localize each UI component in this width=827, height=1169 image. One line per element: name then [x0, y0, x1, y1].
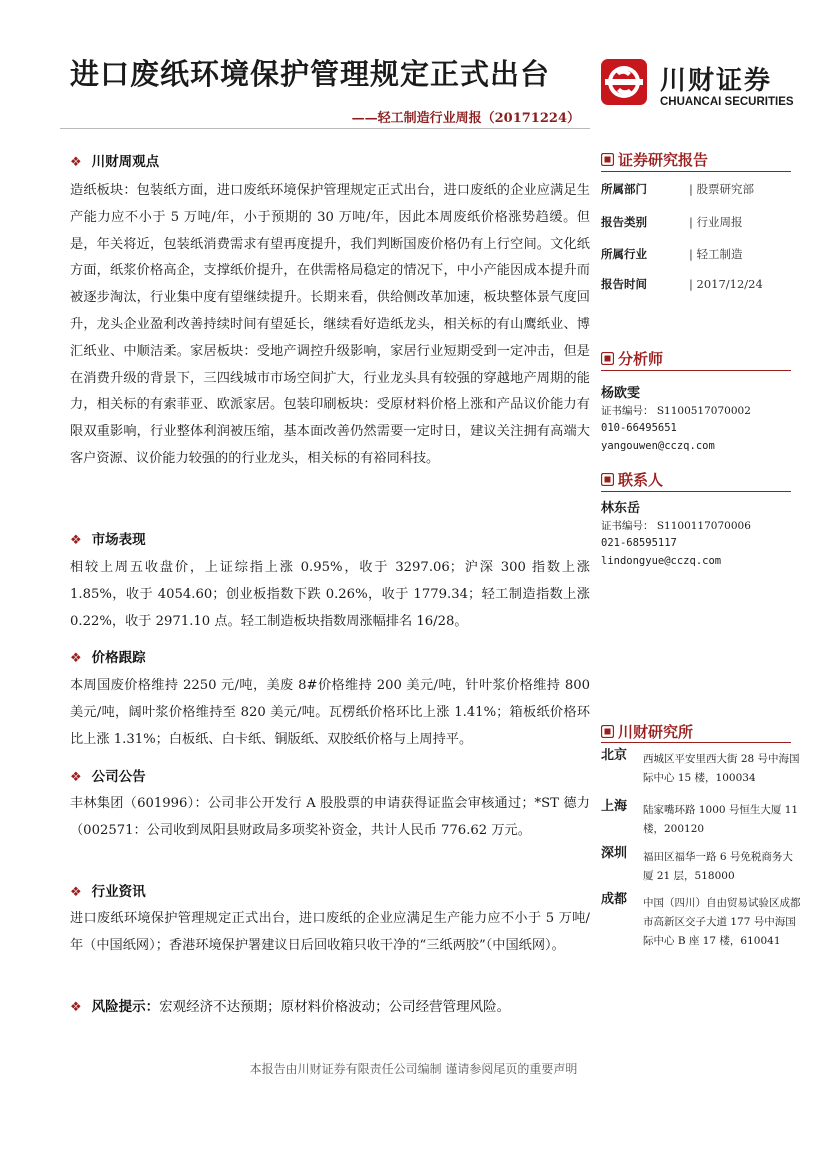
office-city-beijing: 北京: [601, 748, 628, 763]
analyst-phone: 010-66495651: [601, 422, 677, 434]
institute-heading: 川财研究所: [601, 721, 693, 742]
contact-phone: 021-68595117: [601, 537, 677, 549]
section-body-price-tracking: 本周国废价格维持 2250 元/吨，美废 8#价格维持 200 美元/吨，针叶浆价格维持 800 美元/吨，阔叶浆价格维持至 820 美元/吨。瓦楞纸价格环比上涨 1.41%；箱板纸价格环比上涨 1.31%；白板纸、白卡纸、铜版纸、双胶纸价格与上周持平。: [70, 678, 590, 747]
section-body-weekly-view: 造纸板块：包装纸方面，进口废纸环境保护管理规定正式出台，进口废纸的企业应满足生产能力应不小于 5 万吨/年，小于预期的 30 万吨/年，因此本周废纸价格涨势趋缓。但是，年关将近，包装纸消费需求有望再度提升，我们判断国废价格仍有上行空间。文化纸方面，纸浆价格高企，支撑纸价提升，在供需格局稳定的情况下，中小产能因成本提升而被逐步淘汰，行业集中度有望继续提升。长期来看，供给侧改革加速，板块整体景气度回升，龙头企业盈利改善持续时间有望延长，继续看好造纸龙头，相关标的有山鹰纸业、博汇纸业、中顺洁柔。家居板块：受地产调控升级影响，家居行业短期受到一定冲击，但是在消费升级的背景下，三四线城市市场空间扩大，行业龙头具有较强的穿越地产周期的能力，相关标的有索菲亚、欧派家居。包装印刷板块：受原材料价格上涨和产品议价能力有限双重影响，行业整体利润被压缩，基本面改善仍然需要一定时日，建议关注拥有高端大客户资源、议价能力较强的的行业龙头，相关标的有裕同科技。: [70, 183, 590, 466]
contact-card: [601, 500, 751, 570]
institute-icon: [601, 725, 614, 738]
diamond-bullet-icon: ❖: [70, 651, 82, 666]
meta-report-date: 报告时间 | 2017/12/24: [601, 277, 763, 291]
report-icon: [601, 153, 614, 166]
analyst-heading: 分析师: [601, 348, 663, 369]
section-body-industry-news: 进口废纸环境保护管理规定正式出台，进口废纸的企业应满足生产能力应不小于 5 万吨/年（中国纸网）；香港环境保护署建议日后回收箱只收干净的“三纸两胶”（中国纸网）。: [70, 911, 590, 953]
office-address-chengdu: 中国（四川）自由贸易试验区成都市高新区交子大道 177 号中海国际中心 B 座 17 楼，610041: [643, 897, 801, 947]
office-address-beijing: 西城区平安里西大街 28 号中海国际中心 15 楼，100034: [643, 753, 800, 784]
report-title: 进口废纸环境保护管理规定正式出台: [70, 57, 551, 91]
section-body-company-notices: 丰林集团（601996）：公司非公开发行 A 股股票的申请获得证监会审核通过；*ST 德力（002571：公司收到凤阳县财政局多项奖补资金，共计人民币 776.62 万元。: [70, 796, 590, 838]
office-city-shanghai: 上海: [601, 799, 628, 814]
logo-chinese-name: 川财证券: [660, 66, 773, 96]
office-address-shanghai: 陆家嘴环路 1000 号恒生大厦 11 楼，200120: [643, 804, 799, 835]
page-footer-disclaimer: 本报告由川财证券有限责任公司编制 谨请参阅尾页的重要声明: [249, 1062, 578, 1076]
analyst-card: [601, 385, 751, 455]
analyst-cert: 证书编号： S1100517070002: [601, 404, 751, 417]
section-heading-price-tracking: ❖ 价格跟踪: [70, 650, 146, 666]
meta-industry: 所属行业 | 轻工制造: [601, 247, 743, 261]
logo-english-name: CHUANCAI SECURITIES: [660, 96, 794, 108]
analyst-icon: [601, 352, 614, 365]
contact-icon: [601, 473, 614, 486]
sidebar-divider: [601, 491, 791, 492]
chuancai-logo-icon: [600, 58, 648, 106]
section-heading-industry-news: ❖ 行业资讯: [70, 884, 146, 900]
diamond-bullet-icon: ❖: [70, 1000, 82, 1015]
contact-cert: 证书编号： S1100117070006: [601, 519, 751, 532]
risk-warning: ❖ 风险提示：宏观经济不达预期；原材料价格波动；公司经营管理风险。: [70, 999, 511, 1015]
contact-email[interactable]: lindongyue@cczq.com: [601, 554, 722, 567]
sidebar-divider: [601, 171, 791, 172]
section-body-market: 相较上周五收盘价，上证综指上涨 0.95%，收于 3297.06；沪深 300 指数上涨 1.85%，收于 4054.60；创业板指数下跌 0.26%，收于 1779.34；轻工制造指数上涨 0.22%，收于 2971.10 点。轻工制造板块指数周涨幅排名 16/28。: [70, 560, 590, 629]
contact-name: 林东岳: [601, 501, 641, 516]
section-heading-weekly-view: ❖ 川财周观点: [70, 154, 160, 170]
section-heading-market: ❖ 市场表现: [70, 532, 146, 548]
analyst-email[interactable]: yangouwen@cczq.com: [601, 439, 715, 452]
diamond-bullet-icon: ❖: [70, 885, 82, 900]
report-type-heading: 证券研究报告: [601, 149, 708, 170]
meta-department: 所属部门 | 股票研究部: [601, 182, 755, 196]
meta-report-category: 报告类别 | 行业周报: [601, 215, 743, 229]
contact-heading: 联系人: [601, 469, 663, 490]
report-subtitle: ——轻工制造行业周报（20171224）: [351, 111, 580, 126]
office-city-shenzhen: 深圳: [601, 846, 628, 861]
header-divider: [60, 128, 590, 129]
section-heading-company-notices: ❖ 公司公告: [70, 769, 146, 785]
diamond-bullet-icon: ❖: [70, 533, 82, 548]
office-city-chengdu: 成都: [601, 892, 628, 907]
diamond-bullet-icon: ❖: [70, 155, 82, 170]
sidebar-divider: [601, 742, 791, 743]
analyst-name: 杨欧雯: [601, 386, 641, 401]
diamond-bullet-icon: ❖: [70, 770, 82, 785]
office-address-shenzhen: 福田区福华一路 6 号免税商务大厦 21 层，518000: [643, 851, 793, 882]
sidebar-divider: [601, 370, 791, 371]
